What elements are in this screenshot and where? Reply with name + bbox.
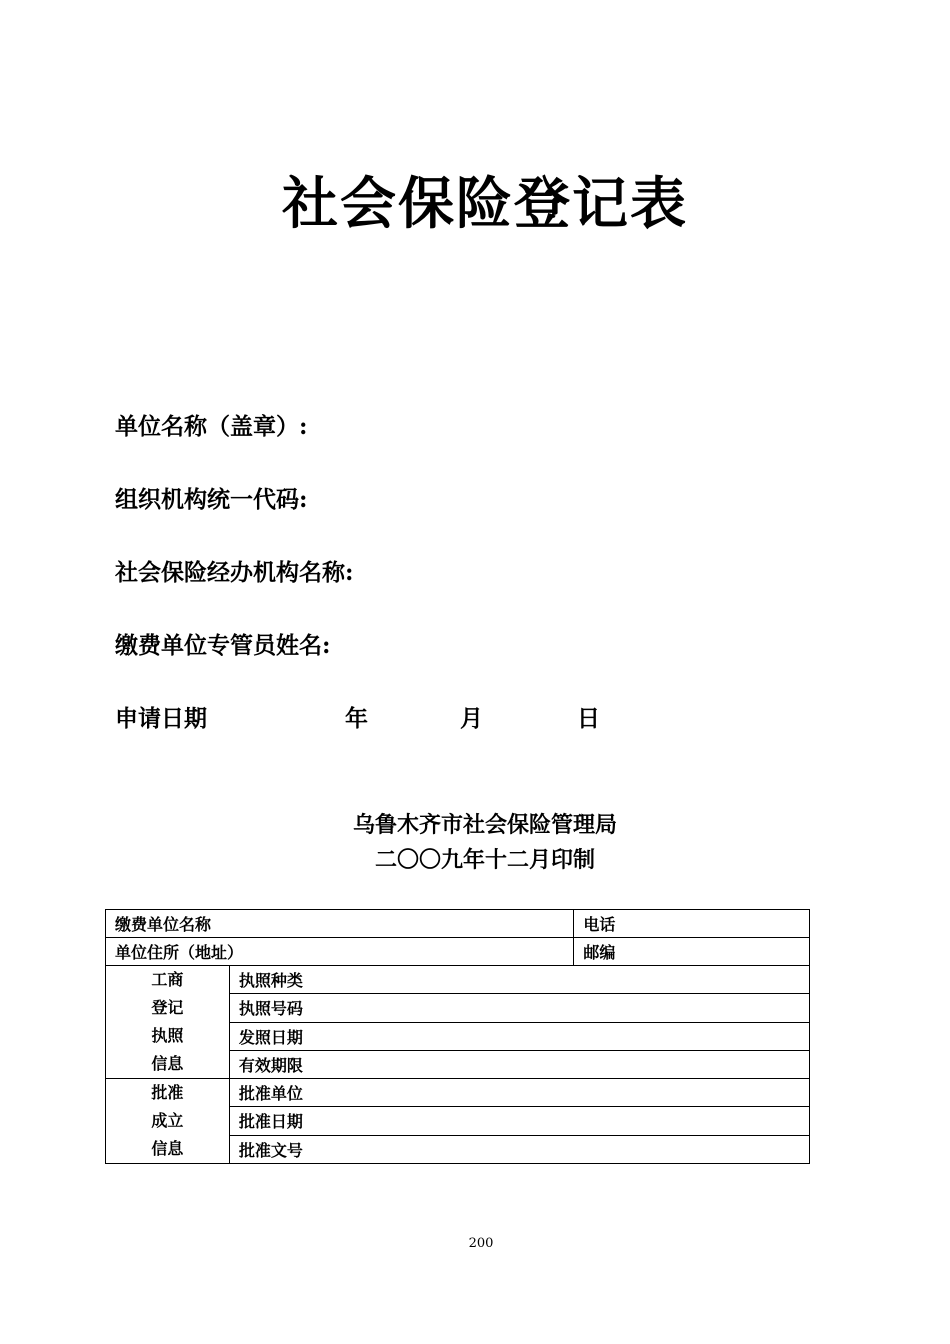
license-group-line: 工商 [151, 970, 184, 989]
issuer-block [0, 808, 950, 878]
approval-group-line: 信息 [151, 1139, 184, 1158]
date-year-label: 年 [345, 705, 368, 732]
issuer-org: 乌鲁木齐市社会保险管理局 [352, 812, 617, 838]
approval-group-line: 批准 [151, 1083, 184, 1102]
unit-name-cell: 缴费单位名称 [106, 910, 574, 938]
validity-cell: 有效期限 [229, 1050, 809, 1078]
table-row [106, 938, 810, 966]
approval-unit-cell: 批准单位 [229, 1079, 809, 1107]
approval-group-cell [106, 1079, 230, 1164]
application-date-row [115, 700, 715, 732]
license-group-line: 信息 [151, 1054, 184, 1073]
table-row [106, 910, 810, 938]
table-row [106, 1079, 810, 1107]
manager-name-label: 缴费单位专管员姓名: [115, 632, 331, 659]
unit-name-label: 单位名称（盖章）: [115, 413, 308, 440]
license-group-line: 执照 [151, 1026, 184, 1045]
license-number-cell: 执照号码 [229, 994, 809, 1022]
address-cell: 单位住所（地址） [106, 938, 574, 966]
license-group-cell [106, 966, 230, 1079]
org-code-label: 组织机构统一代码: [115, 486, 308, 513]
registration-table [105, 909, 810, 1164]
table-row [106, 966, 810, 994]
approval-date-cell: 批准日期 [229, 1107, 809, 1135]
agency-name-label: 社会保险经办机构名称: [115, 559, 354, 586]
approval-group-line: 成立 [151, 1111, 184, 1130]
phone-cell: 电话 [574, 910, 810, 938]
page-number: 200 [468, 1236, 494, 1251]
date-month-label: 月 [460, 705, 483, 732]
issuer-printed: 二〇〇九年十二月印制 [374, 847, 595, 873]
license-type-cell: 执照种类 [229, 966, 809, 994]
license-group-line: 登记 [151, 998, 184, 1017]
date-day-label: 日 [577, 705, 600, 732]
issue-date-cell: 发照日期 [229, 1022, 809, 1050]
page-title: 社会保险登记表 [282, 171, 688, 237]
approval-number-cell: 批准文号 [229, 1135, 809, 1163]
postcode-cell: 邮编 [574, 938, 810, 966]
date-label: 申请日期 [115, 705, 207, 732]
